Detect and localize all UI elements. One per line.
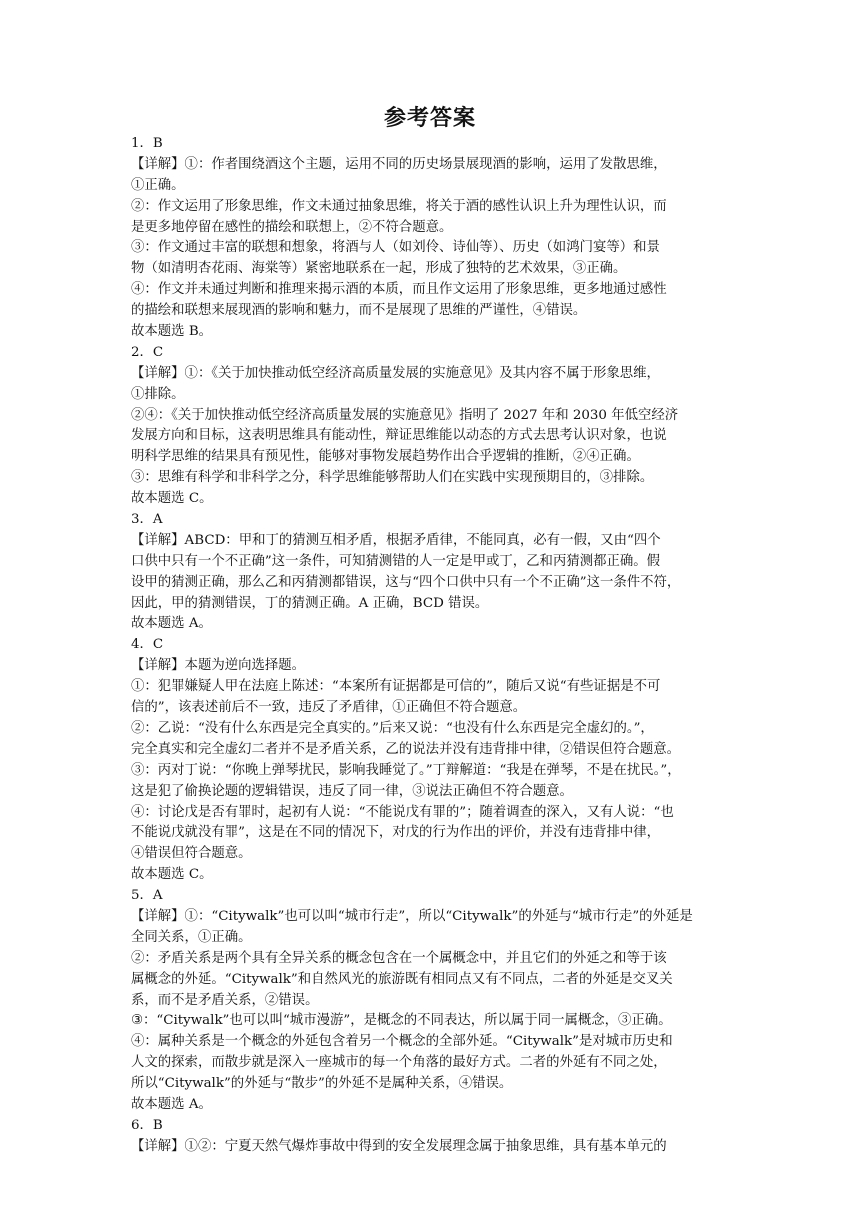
text-line: ③：作文通过丰富的联想和想象，将酒与人（如刘伶、诗仙等）、历史（如鸿门宴等）和景 — [131, 240, 660, 256]
text-line: 的描绘和联想来展现酒的影响和魅力，而不是展现了思维的严谨性，④错误。 — [131, 303, 587, 319]
text-line: 2．C — [131, 344, 164, 360]
text-line: 所以“Citywalk”的外延与“散步”的外延不是属种关系，④错误。 — [131, 1076, 513, 1092]
text-line: 5．A — [131, 888, 163, 904]
text-line: 故本题选 C。 — [131, 491, 213, 507]
text-line: ②：作文运用了形象思维，作文未通过抽象思维，将关于酒的感性认识上升为理性认识，而 — [131, 198, 667, 214]
text-line: 4．C — [131, 637, 164, 653]
text-line: ④：讨论戊是否有罪时，起初有人说：“不能说戊有罪的”；随着调查的深入，又有人说：“也 — [131, 804, 674, 820]
text-line: 【详解】①：《关于加快推动低空经济高质量发展的实施意见》及其内容不属于形象思维， — [131, 365, 660, 381]
text-line: 不能说戊就没有罪”，这是在不同的情况下，对戊的行为作出的评价，并没有违背排中律， — [131, 825, 661, 841]
text-line: 【详解】①②：宁夏天然气爆炸事故中得到的安全发展理念属于抽象思维，具有基本单元的 — [131, 1138, 667, 1154]
text-line: 系，而不是矛盾关系，②错误。 — [131, 992, 319, 1008]
text-line: ④：属种关系是一个概念的外延包含着另一个概念的全部外延。“Citywalk”是对城市历史和 — [131, 1034, 673, 1050]
text-line: 发展方向和目标，这表明思维具有能动性，辩证思维能以动态的方式去思考认识对象，也说 — [131, 428, 667, 444]
text-line: ④：作文并未通过判断和推理来揭示酒的本质，而且作文运用了形象思维，更多地通过感性 — [131, 282, 667, 298]
text-line: ④错误但符合题意。 — [131, 846, 252, 862]
text-line: 3．A — [131, 512, 163, 528]
text-line: ②：乙说：“没有什么东西是完全真实的。”后来又说：“也没有什么东西是完全虚幻的。”， — [131, 720, 654, 736]
text-line: 故本题选 A。 — [131, 616, 212, 632]
page-title: 参考答案 — [383, 106, 476, 131]
text-line: ②④：《关于加快推动低空经济高质量发展的实施意见》指明了 2027 年和 2030 年低空经济 — [131, 407, 679, 423]
text-line: ②：矛盾关系是两个具有全异关系的概念包含在一个属概念中，并且它们的外延之和等于该 — [131, 950, 667, 966]
text-line: 【详解】本题为逆向选择题。 — [131, 658, 306, 674]
text-line: 故本题选 A。 — [131, 1096, 212, 1112]
text-line: 设甲的猜测正确，那么乙和丙猜测都错误，这与“四个口供中只有一个不正确”这一条件不符， — [131, 574, 681, 590]
text-line: 因此，甲的猜测错误，丁的猜测正确。A 正确，BCD 错误。 — [131, 595, 489, 611]
text-line: 人文的探索，而散步就是深入一座城市的每一个角落的最好方式。二者的外延有不同之处， — [131, 1055, 667, 1071]
text-line: 完全真实和完全虚幻二者并不是矛盾关系，乙的说法并没有违背排中律，②错误但符合题意。 — [131, 741, 681, 757]
text-line: 信的”，该表述前后不一致，违反了矛盾律，①正确但不符合题意。 — [131, 700, 527, 716]
text-line: 故本题选 C。 — [131, 867, 213, 883]
text-line: 属概念的外延。“Citywalk”和自然风光的旅游既有相同点又有不同点，二者的外延是交叉关 — [131, 971, 673, 987]
text-line: ③：思维有科学和非科学之分，科学思维能够帮助人们在实践中实现预期目的，③排除。 — [131, 470, 654, 486]
text-line: 这是犯了偷换论题的逻辑错误，违反了同一律，③说法正确但不符合题意。 — [131, 783, 573, 799]
text-line: 口供中只有一个不正确”这一条件，可知猜测错的人一定是甲或丁，乙和丙猜测都正确。假 — [131, 553, 661, 569]
text-line: 【详解】ABCD：甲和丁的猜测互相矛盾，根据矛盾律，不能同真，必有一假，又由“四个 — [131, 532, 661, 548]
text-line: 明科学思维的结果具有预见性，能够对事物发展趋势作出合乎逻辑的推断，②④正确。 — [131, 449, 640, 465]
text-line: ③：丙对丁说：“你晚上弹琴扰民，影响我睡觉了。”丁辩解道：“我是在弹琴，不是在扰民。”， — [131, 762, 681, 778]
text-line: 全同关系，①正确。 — [131, 929, 252, 945]
text-line: ③：“Citywalk”也可以叫“城市漫游”，是概念的不同表达，所以属于同一属概念，③正确。 — [131, 1013, 672, 1029]
text-line: 1．B — [131, 136, 163, 151]
text-line: ①：犯罪嫌疑人甲在法庭上陈述：“本案所有证据都是可信的”，随后又说“有些证据是不可 — [131, 679, 661, 695]
text-line: 【详解】①：“Citywalk”也可以叫“城市行走”，所以“Citywalk”的外延与“城市行走”的外延是 — [131, 908, 693, 924]
text-line: 物（如清明杏花雨、海棠等）紧密地联系在一起，形成了独特的艺术效果，③正确。 — [131, 261, 627, 277]
answer-content — [131, 134, 731, 1158]
text-line: ①排除。 — [131, 386, 185, 402]
text-line: 故本题选 B。 — [131, 324, 213, 340]
text-line: ①正确。 — [131, 177, 185, 193]
text-line: 是更多地停留在感性的描绘和联想上，②不符合题意。 — [131, 219, 453, 235]
text-line: 6．B — [131, 1117, 163, 1133]
text-line: 【详解】①：作者围绕酒这个主题，运用不同的历史场景展现酒的影响，运用了发散思维， — [131, 156, 667, 172]
